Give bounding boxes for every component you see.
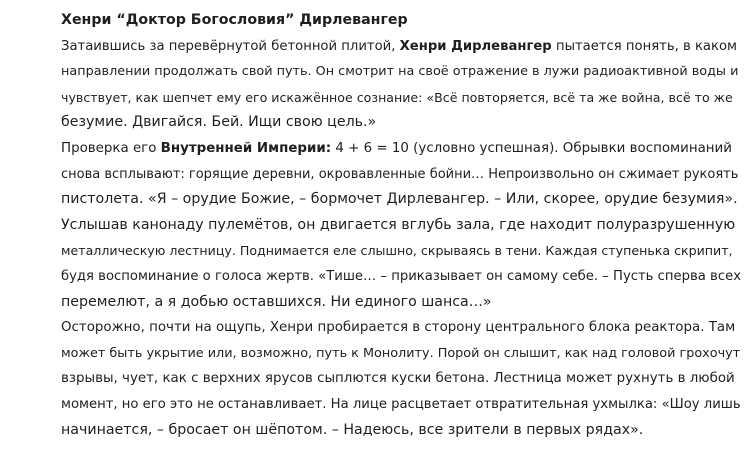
text-span: Проверка его [61,140,161,156]
document-body [61,8,741,443]
paragraph-1 [61,34,741,136]
text-span: 4 + 6 = 10 (условно успешная). Обрывки воспоминаний [331,140,732,156]
text-span: Затаившись за перевёрнутой бетонной плитой, [61,38,400,54]
bold-name: Хенри Дирлевангер [399,38,552,54]
text-line: чувствует, как шепчет ему его искажённое сознание: «Всё повторяется, всё та же война, всё то же [61,89,733,105]
text-line [61,34,741,60]
text-line: взрывы, чует, как с верхних ярусов сыплются куски бетона. Лестница может рухнуть в любой [61,371,735,387]
text-line: пистолета. «Я – орудие Божие, – бормочет Дирлевангер. – Или, скорее, орудие безумия». [61,191,738,208]
document-title: Хенри “Доктор Богословия” Дирлевангер [61,12,408,28]
paragraph-2 [61,136,741,213]
text-line: металлическую лестницу. Поднимается еле слышно, скрываясь в тени. Каждая ступенька скрипит, [61,243,733,259]
text-line: Осторожно, почти на ощупь, Хенри пробирается в сторону центрального блока реактора. Там [61,320,736,336]
paragraph-4 [61,315,741,443]
paragraph-3 [61,213,741,315]
text-line: может быть укрытие или, возможно, путь к Монолиту. Порой он слышит, как над головой грохочут [61,345,741,361]
text-line: момент, но его это не останавливает. На лице расцветает отвратительная ухмылка: «Шоу лишь [61,396,741,412]
bold-term: Внутренней Империи: [160,140,332,156]
text-line: перемелют, а я добью оставшихся. Ни единого шанса…» [61,293,492,310]
text-span: пытается понять, в каком [551,38,737,54]
text-line: снова всплывают: горящие деревни, окровавленные бойни… Непроизвольно он сжимает рукоять [61,166,739,182]
text-line: будя воспоминание о голоса жертв. «Тише… – приказывает он самому себе. – Пусть сперва всех [61,268,741,284]
text-line: направлении продолжать свой путь. Он смотрит на своё отражение в лужи радиоактивной воды и [61,64,739,80]
text-line [61,136,741,162]
text-line: безумие. Двигайся. Бей. Ищи свою цель.» [61,114,377,131]
text-line: Услышав канонаду пулемётов, он двигается вглубь зала, где находит полуразрушенную [61,216,736,233]
text-line: начинается, – бросает он шёпотом. – Надеюсь, все зрители в первых рядах». [61,421,644,438]
